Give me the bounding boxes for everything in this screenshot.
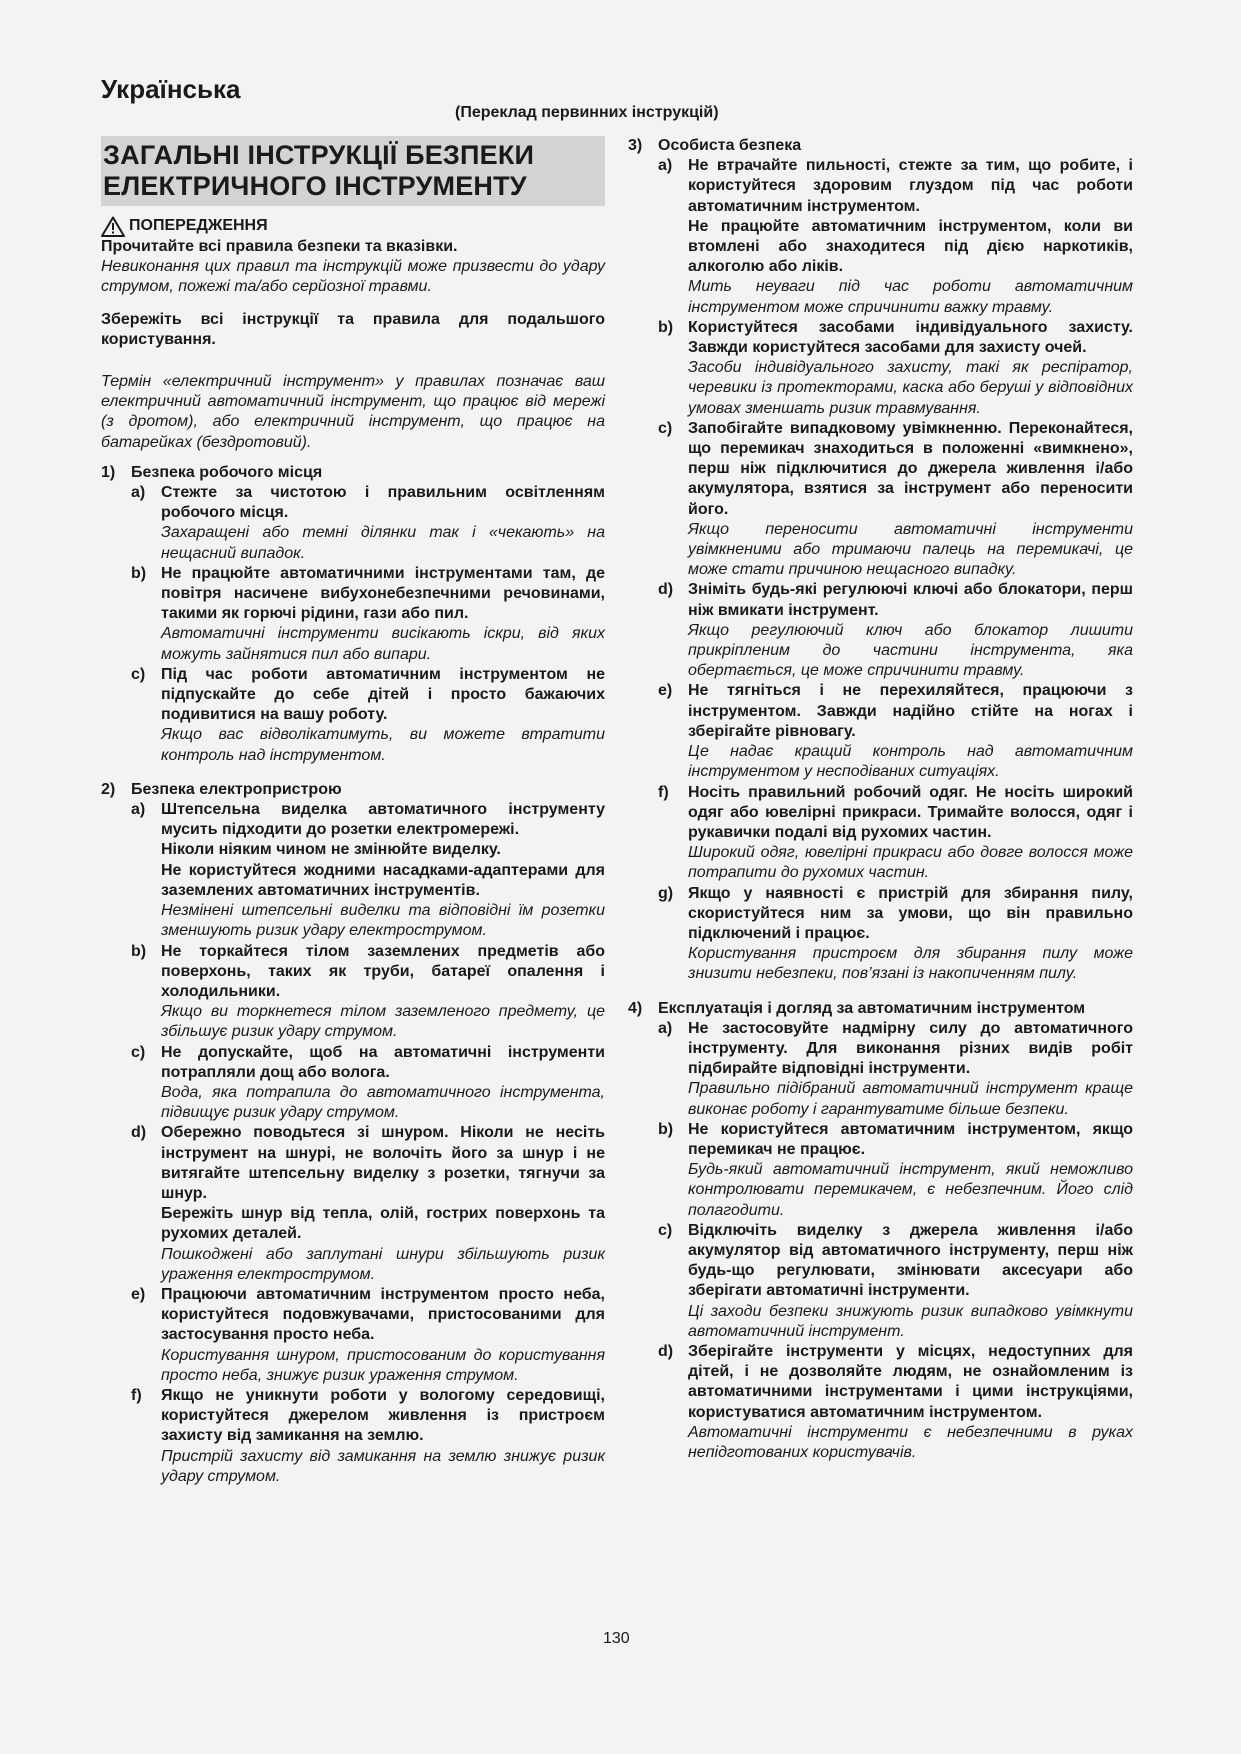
- item-instruction: Бережіть шнур від тепла, олій, гострих поверхонь та рухомих деталей.: [161, 1205, 605, 1243]
- item-body: [161, 1386, 605, 1487]
- section-banner: ЗАГАЛЬНІ ІНСТРУКЦІЇ БЕЗПЕКИ ЕЛЕКТРИЧНОГО ІНСТРУМЕНТУ: [101, 136, 605, 206]
- item-letter: c): [131, 665, 146, 683]
- item-explanation: Користування шнуром, пристосованим до користування просто неба, знижує ризик ураження струмом.: [161, 1346, 605, 1384]
- item-instruction: Якщо у наявності є пристрій для збирання пилу, скористуйтеся ним за умови, що він правильно підключений і працює.: [688, 884, 1133, 942]
- item-body: [688, 419, 1133, 581]
- item-letter: b): [658, 318, 674, 336]
- item-body: [688, 318, 1133, 419]
- item-instruction: Під час роботи автоматичним інструментом не підпускайте до себе дітей і просто бажаючих подивитися на вашу роботу.: [161, 665, 605, 724]
- item-letter: b): [658, 1120, 674, 1138]
- item-instruction: Якщо не уникнути роботи у вологому середовищі, користуйтеся джерелом живлення із пристроєм захисту від замикання на землю.: [161, 1386, 605, 1445]
- item-explanation: Якщо регулюючий ключ або блокатор лишити прикріпленим до частини інструмента, яка обертається, це може спричинити травму.: [688, 621, 1133, 680]
- item-instruction: Не користуйтеся автоматичним інструментом, якщо перемикач не працює.: [688, 1120, 1133, 1158]
- item-body: [688, 1019, 1133, 1120]
- item-explanation: Мить неуваги під час роботи автоматичним інструментом може спричинити важку травму.: [688, 278, 1133, 316]
- item-body: [161, 800, 605, 941]
- item-body: [688, 783, 1133, 884]
- item-explanation: Це надає кращий контроль над автоматичним інструментом у несподіваних ситуаціях.: [688, 743, 1133, 781]
- left-sections: [101, 463, 605, 1487]
- item-body: [688, 681, 1133, 782]
- item-instruction: Не користуйтеся жодними насадками-адаптерами для заземлених автоматичних інструментів.: [161, 861, 605, 899]
- section-heading: [101, 780, 605, 800]
- item-letter: b): [131, 564, 147, 582]
- page-number: 130: [603, 1630, 630, 1647]
- left-column: [101, 136, 605, 1487]
- section-heading: [628, 999, 1133, 1019]
- section: [628, 999, 1133, 1464]
- item-explanation: Автоматичні інструменти висікають іскри, від яких можуть зайнятися пил або випари.: [161, 625, 605, 663]
- list-item: [658, 156, 1133, 318]
- list-item: [131, 483, 605, 564]
- list-item: [658, 419, 1133, 581]
- item-instruction: Ніколи ніяким чином не змінюйте виделку.: [161, 841, 501, 859]
- item-body: [161, 1285, 605, 1386]
- term-definition: Термін «електричний інструмент» у правилах позначає ваш електричний автоматичний інструмент, що працює від мережі (з дротом), або електричний інструмент, що працює на батарейках (бездротовий).: [101, 373, 605, 451]
- item-explanation: Засоби індивідуального захисту, такі як респіратор, черевики із протекторами, каска або беруші у відповідних умовах зменшать ризик травмування.: [688, 359, 1133, 417]
- warning-bold-text: Прочитайте всі правила безпеки та вказівки.: [101, 238, 458, 255]
- list-item: [131, 564, 605, 665]
- item-instruction: Користуйтеся засобами індивідуального захисту. Завжди користуйтеся засобами для захисту очей.: [688, 318, 1133, 357]
- right-column: [628, 136, 1133, 1463]
- section-title: Експлуатація і догляд за автоматичним інструментом: [658, 999, 1086, 1017]
- warning-heading: [101, 216, 605, 237]
- list-item: [658, 580, 1133, 681]
- list-item: [658, 1120, 1133, 1221]
- item-letter: c): [658, 419, 673, 437]
- item-body: [161, 942, 605, 1043]
- item-instruction: Не працюйте автоматичним інструментом, коли ви втомлені або знаходитеся під дією наркотиків, алкоголю або ліків.: [688, 217, 1133, 276]
- list-item: [131, 942, 605, 1043]
- item-letter: d): [658, 581, 674, 599]
- language-heading: Українська: [101, 74, 241, 104]
- item-explanation: Пристрій захисту від замикання на землю знижує ризик удару струмом.: [161, 1447, 605, 1485]
- item-body: [688, 580, 1133, 681]
- list-item: [658, 1221, 1133, 1342]
- list-item: [658, 318, 1133, 419]
- item-letter: c): [131, 1043, 146, 1061]
- section: [101, 463, 605, 766]
- item-body: [161, 1123, 605, 1285]
- item-instruction: Зніміть будь-які регулюючі ключі або блокатори, перш ніж вмикати інструмент.: [688, 581, 1133, 619]
- item-letter: e): [131, 1285, 146, 1303]
- item-instruction: Не працюйте автоматичними інструментами там, де повітря насичене вибухонебезпечними речовинами, такими як горючі рідини, гази або пил.: [161, 564, 605, 623]
- item-instruction: Не тягніться і не перехиляйтеся, працюючи з інструментом. Завжди надійно стійте на ногах і зберігайте рівновагу.: [688, 682, 1133, 740]
- item-instruction: Працюючи автоматичним інструментом просто неба, користуйтеся подовжувачами, пристосованими для застосування просто неба.: [161, 1285, 605, 1344]
- item-explanation: Захаращені або темні ділянки так і «чекають» на нещасний випадок.: [161, 524, 605, 562]
- item-letter: e): [658, 682, 673, 700]
- item-instruction: Запобігайте випадковому увімкненню. Переконайтеся, що перемикач знаходиться в положенні «вимкнено», перш ніж підключитися до джерела живлення і/або акумулятора, взятися за інструмент або переносити його.: [688, 419, 1133, 518]
- item-explanation: Незмінені штепсельні виделки та відповідні їм розетки зменшують ризик удару електрострумом.: [161, 902, 605, 940]
- item-instruction: Носіть правильний робочий одяг. Не носіть широкий одяг або ювелірні прикраси. Тримайте волосся, одяг і рукавички подалі від рухомих частин.: [688, 783, 1133, 841]
- item-instruction: Зберігайте інструменти у місцях, недоступних для дітей, і не дозволяйте людям, не ознайомленим із автоматичними інструментами і цими інструкціями, користуватися автоматичним інструментом.: [688, 1342, 1133, 1421]
- item-explanation: Якщо ви торкнетеся тілом заземленого предмету, це збільшує ризик удару струмом.: [161, 1003, 605, 1041]
- item-explanation: Ці заходи безпеки знижують ризик випадково увімкнути автоматичний інструмент.: [688, 1302, 1133, 1340]
- item-body: [688, 1221, 1133, 1342]
- section-number: 2): [101, 780, 116, 798]
- item-body: [688, 156, 1133, 318]
- list-item: [131, 665, 605, 766]
- item-instruction: Стежте за чистотою і правильним освітленням робочого місця.: [161, 484, 605, 522]
- item-explanation: Якщо вас відволікатимуть, ви можете втратити контроль над інструментом.: [161, 726, 605, 764]
- item-letter: b): [131, 942, 147, 960]
- section-number: 3): [628, 137, 643, 154]
- section-title: Особиста безпека: [658, 137, 802, 154]
- section-title: Безпека електропристрою: [131, 780, 342, 798]
- item-letter: c): [658, 1221, 673, 1239]
- translation-note: (Переклад первинних інструкцій): [455, 104, 719, 121]
- list-item: [658, 1019, 1133, 1120]
- section-heading: [101, 463, 605, 483]
- item-letter: d): [131, 1124, 147, 1142]
- item-body: [688, 1342, 1133, 1463]
- item-instruction: Обережно поводьтеся зі шнуром. Ніколи не несіть інструмент на шнурі, не волочіть його за шнур і не витягайте штепсельну виделку з розетки, тягнучи за шнур.: [161, 1124, 605, 1202]
- section-number: 4): [628, 999, 643, 1017]
- item-instruction: Не торкайтеся тілом заземлених предметів або поверхонь, таких як труби, батареї опалення і холодильники.: [161, 942, 605, 1000]
- list-item: [658, 884, 1133, 985]
- item-instruction: Штепсельна виделка автоматичного інструменту мусить підходити до розетки електромережі.: [161, 801, 605, 839]
- item-body: [161, 665, 605, 766]
- item-instruction: Не застосовуйте надмірну силу до автоматичного інструменту. Для виконання різних видів робіт підбирайте відповідні інструменти.: [688, 1019, 1133, 1078]
- list-item: [131, 1386, 605, 1487]
- save-instructions-note: Збережіть всі інструкції та правила для подальшого користування.: [101, 310, 605, 348]
- right-sections: [628, 136, 1133, 1463]
- item-explanation: Будь-який автоматичний інструмент, який неможливо контролювати перемикачем, є небезпечним. Його слід полагодити.: [688, 1161, 1133, 1219]
- list-item: [131, 1123, 605, 1285]
- section-number: 1): [101, 463, 116, 481]
- item-explanation: Якщо переносити автоматичні інструменти увімкненими або тримаючи палець на перемикачі, це може стати причиною нещасного випадку.: [688, 520, 1133, 579]
- list-item: [131, 1043, 605, 1124]
- list-item: [131, 1285, 605, 1386]
- item-letter: d): [658, 1342, 674, 1360]
- list-item: [131, 800, 605, 941]
- item-letter: a): [658, 1019, 673, 1037]
- item-body: [688, 884, 1133, 985]
- item-letter: a): [658, 157, 673, 175]
- item-letter: a): [131, 484, 146, 502]
- warning-label: ПОПЕРЕДЖЕННЯ: [129, 217, 268, 235]
- section: [101, 780, 605, 1487]
- item-instruction: Не допускайте, щоб на автоматичні інструменти потрапляли дощ або волога.: [161, 1043, 605, 1081]
- item-body: [161, 564, 605, 665]
- warning-italic-text: Невиконання цих правил та інструкцій може призвести до удару струмом, пожежі та/або серйозної травми.: [101, 258, 605, 296]
- section-title: Безпека робочого місця: [131, 463, 323, 481]
- item-explanation: Широкий одяг, ювелірні прикраси або довге волосся може потрапити до рухомих частин.: [688, 844, 1133, 882]
- warning-triangle-icon: [101, 216, 125, 237]
- item-instruction: Відключіть виделку з джерела живлення і/або акумулятор від автоматичного інструменту, перш ніж будь-що регулювати, змінювати аксесуари або зберігати автоматичні інструменти.: [688, 1221, 1133, 1300]
- item-body: [161, 1043, 605, 1124]
- item-explanation: Користування пристроєм для збирання пилу може знизити небезпеки, пов’язані із накопиченням пилу.: [688, 945, 1133, 983]
- section: [628, 136, 1133, 985]
- item-instruction: Не втрачайте пильності, стежте за тим, що робите, і користуйтеся здоровим глуздом під час роботи автоматичним інструментом.: [688, 157, 1133, 215]
- list-item: [658, 681, 1133, 782]
- item-body: [688, 1120, 1133, 1221]
- item-explanation: Вода, яка потрапила до автоматичного інструмента, підвищує ризик удару струмом.: [161, 1083, 605, 1122]
- item-letter: f): [131, 1386, 142, 1404]
- item-explanation: Пошкоджені або заплутані шнури збільшують ризик ураження електрострумом.: [161, 1245, 605, 1283]
- list-item: [658, 783, 1133, 884]
- item-letter: a): [131, 801, 146, 819]
- item-letter: g): [658, 884, 674, 902]
- item-letter: f): [658, 783, 669, 801]
- item-explanation: Автоматичні інструменти є небезпечними в руках непідготованих користувачів.: [688, 1423, 1133, 1461]
- list-item: [658, 1342, 1133, 1463]
- section-heading: [628, 136, 1133, 156]
- item-explanation: Правильно підібраний автоматичний інструмент краще виконає роботу і гарантуватиме більше безпеки.: [688, 1080, 1133, 1118]
- item-body: [161, 483, 605, 564]
